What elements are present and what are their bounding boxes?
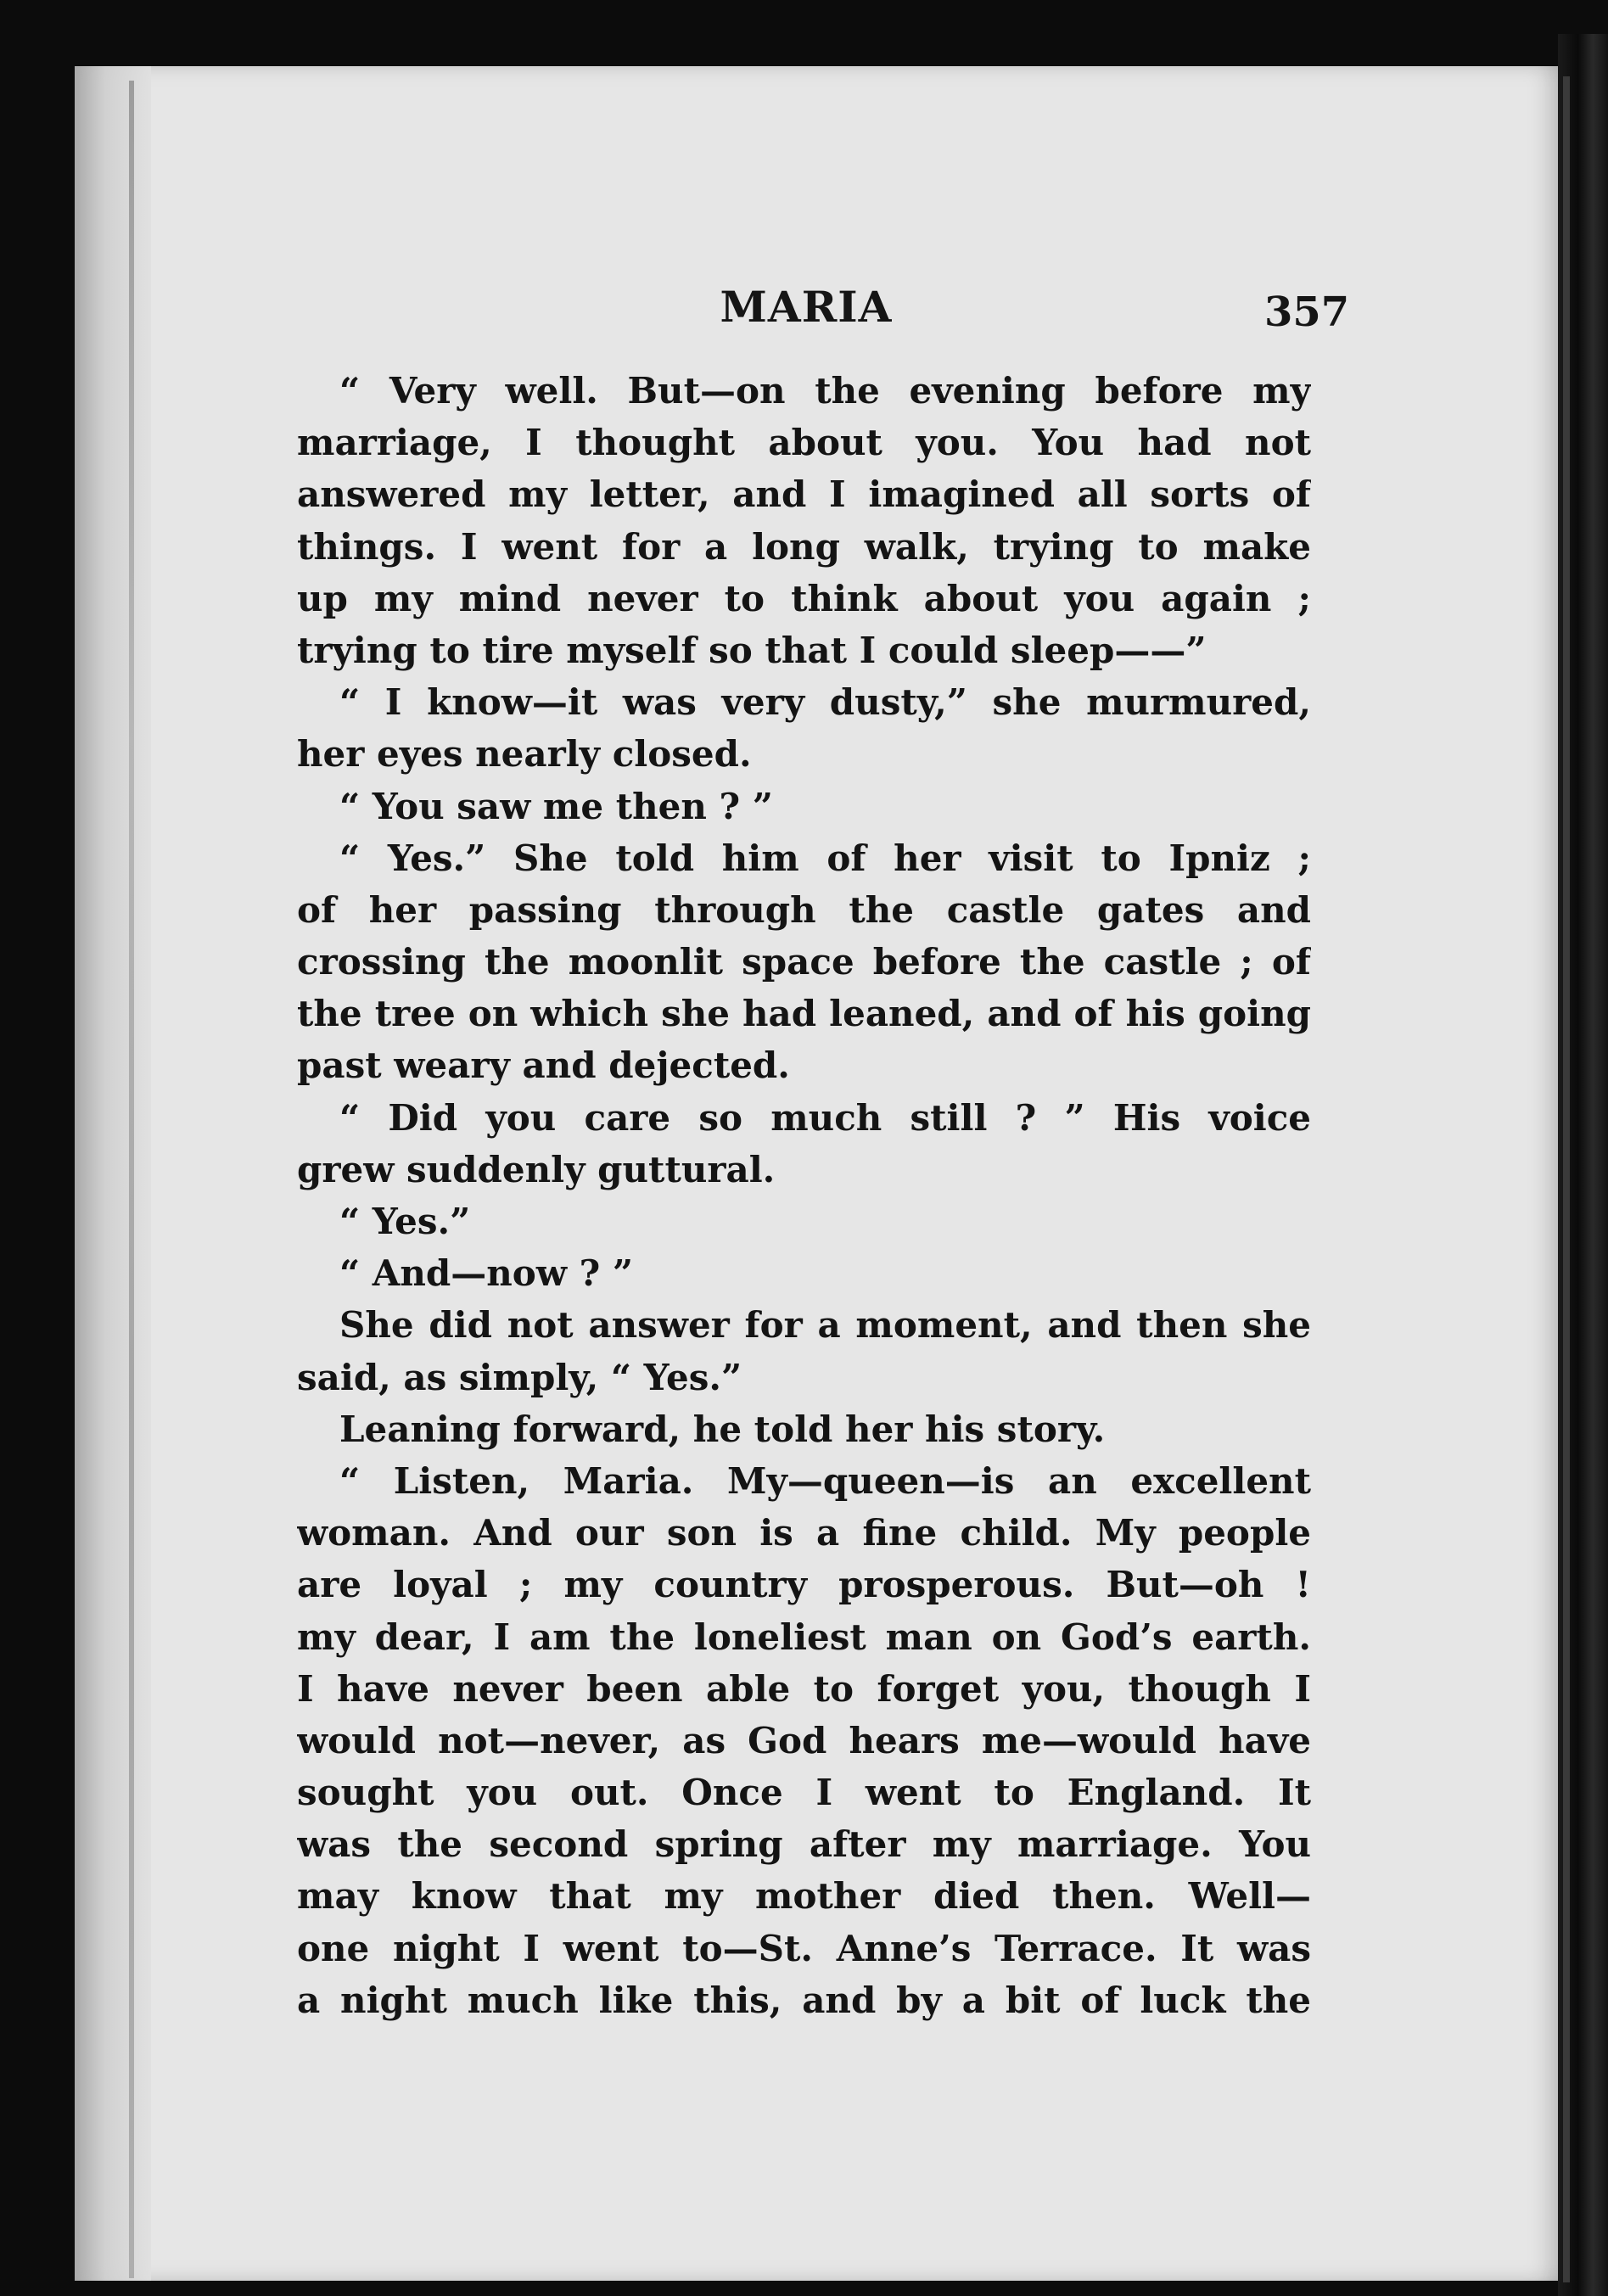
- text-line: “ Yes.” She told him of her visit to Ipniz ;: [339, 837, 1311, 879]
- text-line: grew suddenly guttural.: [297, 1148, 776, 1190]
- book-gutter: [75, 66, 151, 2281]
- text-line: “ Yes.”: [339, 1201, 471, 1242]
- right-edge-strip: [1563, 76, 1570, 2282]
- page-header: [297, 273, 1350, 341]
- running-title: MARIA: [720, 282, 893, 332]
- text-line: sought you out. Once I went to England. It: [297, 1772, 1311, 1814]
- text-line: are loyal ; my country prosperous. But—oh !: [297, 1564, 1311, 1606]
- body-text: [297, 365, 1311, 2026]
- page-number: 357: [1264, 288, 1350, 336]
- text-line: “ Did you care so much still ? ” His voice: [339, 1096, 1311, 1139]
- text-line: was the second spring after my marriage. You: [297, 1823, 1311, 1866]
- text-line: “ Listen, Maria. My—queen—is an excellent: [339, 1459, 1311, 1502]
- gutter-shadow-line: [129, 81, 134, 2278]
- text-line: things. I went for a long walk, trying to make: [297, 525, 1311, 568]
- text-line: “ I know—it was very dusty,” she murmured,: [339, 681, 1311, 724]
- text-line: said, as simply, “ Yes.”: [297, 1356, 742, 1398]
- text-line: “ Very well. But—on the evening before my: [339, 370, 1311, 412]
- text-line: marriage, I thought about you. You had not: [297, 422, 1311, 464]
- text-line: She did not answer for a moment, and then she: [339, 1304, 1311, 1347]
- text-line: woman. And our son is a fine child. My people: [297, 1512, 1311, 1554]
- text-line: “ You saw me then ? ”: [339, 785, 773, 827]
- text-line: a night much like this, and by a bit of luck the: [297, 1979, 1311, 2021]
- text-line: Leaning forward, he told her his story.: [339, 1408, 1106, 1450]
- text-line: of her passing through the castle gates and: [297, 888, 1311, 931]
- text-line: may know that my mother died then. Well—: [297, 1875, 1311, 1918]
- text-line: “ And—now ? ”: [339, 1252, 633, 1295]
- text-line: up my mind never to think about you again ;: [297, 577, 1311, 619]
- text-line: answered my letter, and I imagined all sorts of: [297, 473, 1311, 516]
- text-line: I have never been able to forget you, though I: [297, 1667, 1311, 1710]
- text-line: the tree on which she had leaned, and of his going: [297, 993, 1311, 1035]
- text-line: my dear, I am the loneliest man on God’s earth.: [297, 1616, 1311, 1658]
- text-line: trying to tire myself so that I could sleep——”: [297, 629, 1207, 671]
- text-line: past weary and dejected.: [297, 1044, 790, 1087]
- text-line: her eyes nearly closed.: [297, 733, 752, 776]
- text-line: would not—never, as God hears me—would have: [297, 1719, 1311, 1761]
- text-line: one night I went to—St. Anne’s Terrace. It was: [297, 1927, 1311, 1969]
- text-line: crossing the moonlit space before the castle ; of: [297, 941, 1311, 983]
